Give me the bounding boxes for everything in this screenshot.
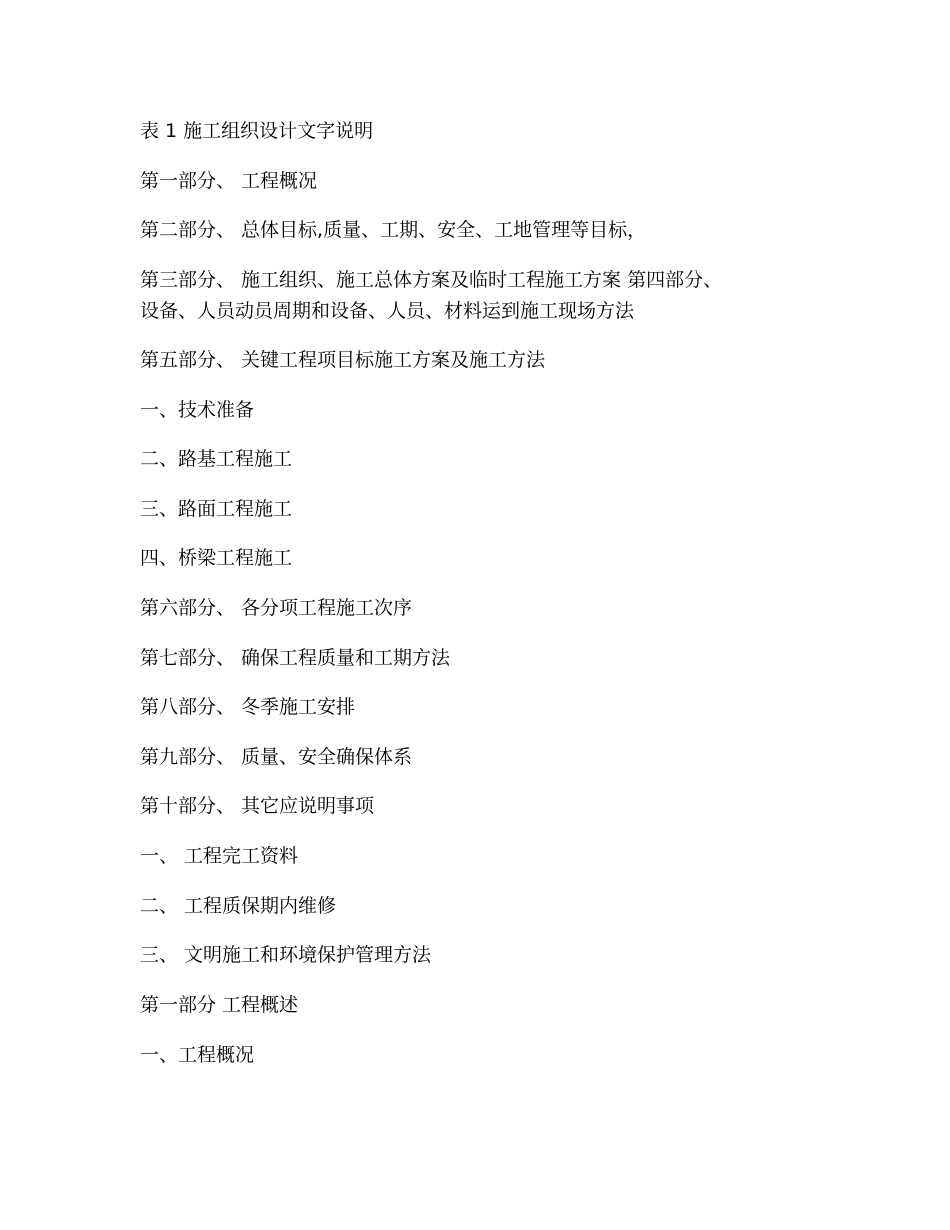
toc-part-9: 第九部分、 质量、安全确保体系 bbox=[140, 746, 413, 768]
toc-item-civilized-construction: 三、 文明施工和环境保护管理方法 bbox=[140, 944, 432, 966]
toc-part-1: 第一部分、 工程概况 bbox=[140, 170, 318, 192]
toc-part-8: 第八部分、 冬季施工安排 bbox=[140, 696, 356, 718]
toc-part-4-continued: 设备、人员动员周期和设备、人员、材料运到施工现场方法 bbox=[140, 300, 635, 322]
toc-item-pavement: 三、路面工程施工 bbox=[140, 498, 293, 520]
toc-part-7: 第七部分、 确保工程质量和工期方法 bbox=[140, 647, 451, 669]
toc-item-warranty-maintenance: 二、 工程质保期内维修 bbox=[140, 895, 337, 917]
toc-item-technical-preparation: 一、技术准备 bbox=[140, 399, 255, 421]
toc-item-subgrade: 二、路基工程施工 bbox=[140, 448, 293, 470]
toc-part-5: 第五部分、 关键工程项目标施工方案及施工方法 bbox=[140, 349, 546, 371]
table-caption: 表 1 施工组织设计文字说明 bbox=[140, 120, 374, 142]
toc-item-bridge: 四、桥梁工程施工 bbox=[140, 547, 293, 569]
section-heading-part-1: 第一部分 工程概述 bbox=[140, 994, 299, 1016]
toc-part-2: 第二部分、 总体目标,质量、工期、安全、工地管理等目标， bbox=[140, 219, 647, 241]
toc-part-6: 第六部分、 各分项工程施工次序 bbox=[140, 597, 413, 619]
section-subheading-overview: 一、工程概况 bbox=[140, 1044, 255, 1066]
toc-part-3-4: 第三部分、 施工组织、施工总体方案及临时工程施工方案 第四部分、 bbox=[140, 269, 723, 291]
toc-item-completion-documents: 一、 工程完工资料 bbox=[140, 845, 299, 867]
toc-part-10: 第十部分、 其它应说明事项 bbox=[140, 795, 375, 817]
